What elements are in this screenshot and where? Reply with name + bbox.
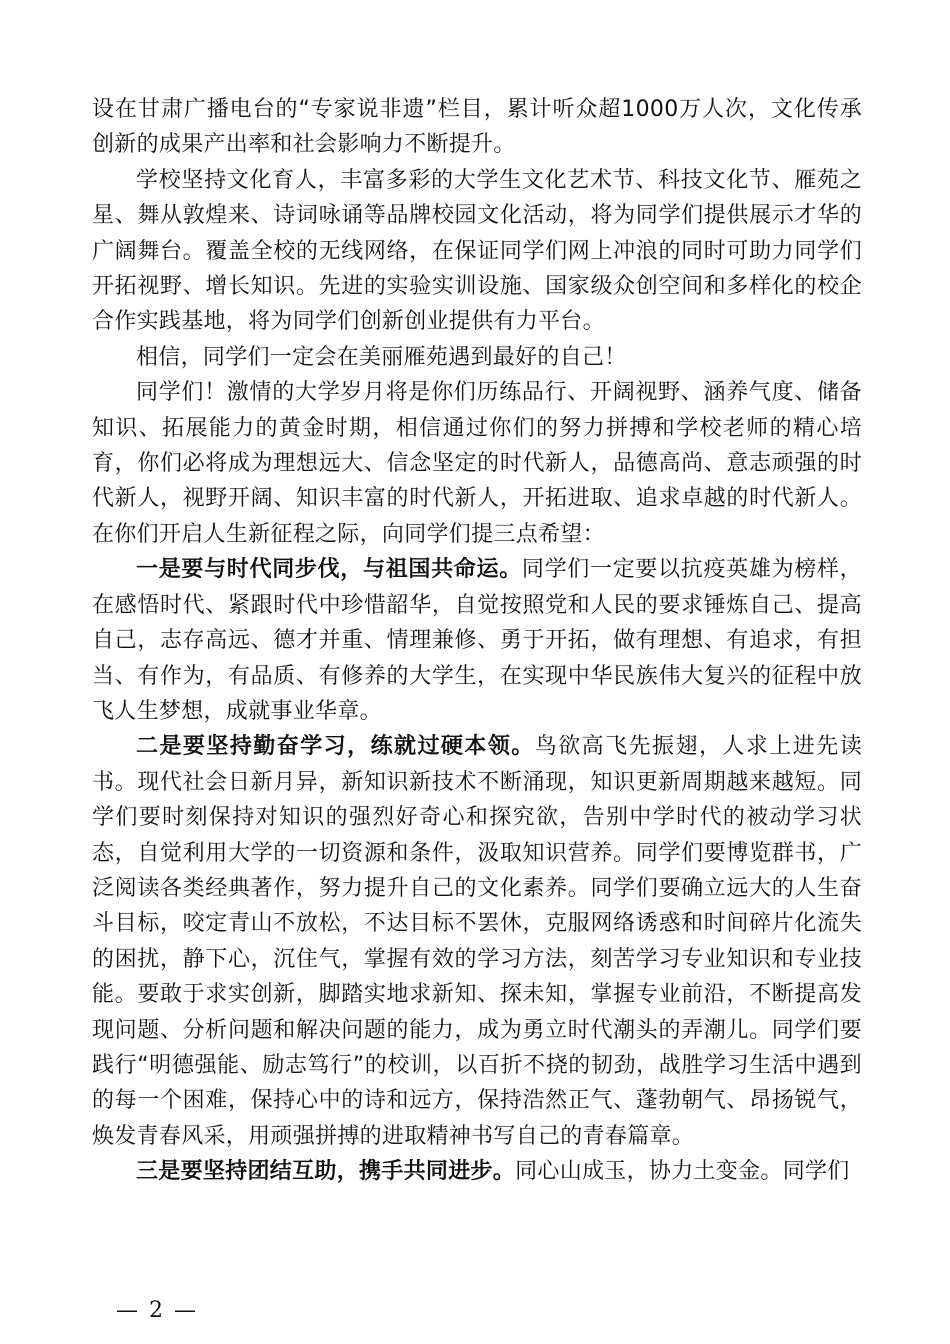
paragraph-text: 设在甘肃广播电台的“专家说非遗”栏目，累计听众超1000万人次，文化传承创新的成果产出率和社会影响力不断提升。: [92, 97, 862, 158]
paragraph-text: 学校坚持文化育人，丰富多彩的大学生文化艺术节、科技文化节、雁苑之星、舞从敦煌来、诗词咏诵等品牌校园文化活动，将为同学们提供展示才华的广阔舞台。覆盖全校的无线网络，在保证同学们网上冲浪的同时可助力同学们开拓视野、增长知识。先进的实验实训设施、国家级众创空间和多样化的校企合作实践基地，将为同学们创新创业提供有力平台。: [92, 167, 862, 335]
paragraph-text: 同心山成玉，协力土变金。同学们: [515, 1159, 850, 1185]
paragraph-text: 相信，同学们一定会在美丽雁苑遇到最好的自己！: [136, 344, 627, 370]
paragraph: [92, 552, 862, 729]
paragraph: [92, 340, 862, 375]
paragraph-lead: 二是要坚持勤奋学习，练就过硬本领。: [136, 734, 535, 760]
document-body: [92, 92, 862, 1190]
paragraph-text: 鸟欲高飞先振翅，人求上进先读书。现代社会日新月异，新知识新技术不断涌现，知识更新周期越来越短。同学们要时刻保持对知识的强烈好奇心和探究欲，告别中学时代的被动学习状态，自觉利用大学的一切资源和条件，汲取知识营养。同学们要博览群书，广泛阅读各类经典著作，努力提升自己的文化素养。同学们要确立远大的人生奋斗目标，咬定青山不放松，不达目标不罢休，克服网络诱惑和时间碎片化流失的困扰，静下心，沉住气，掌握有效的学习方法，刻苦学习专业知识和专业技能。要敢于求实创新，脚踏实地求新知、探未知，掌握专业前沿，不断提高发现问题、分析问题和解决问题的能力，成为勇立时代潮头的弄潮儿。同学们要践行“明德强能、励志笃行”的校训，以百折不挠的韧劲，战胜学习生活中遇到的每一个困难，保持心中的诗和远方，保持浩然正气、蓬勃朝气、昂扬锐气，焕发青春风采，用顽强拼搏的进取精神书写自己的青春篇章。: [92, 734, 862, 1149]
paragraph-text: 同学们一定要以抗疫英雄为榜样，在感悟时代、紧跟时代中珍惜韶华，自觉按照党和人民的要求锤炼自己、提高自己，志存高远、德才并重、情理兼修、勇于开拓，做有理想、有追求，有担当、有作为，有品质、有修养的大学生，在实现中华民族伟大复兴的征程中放飞人生梦想，成就事业华章。: [92, 557, 862, 724]
paragraph: [92, 729, 862, 1154]
paragraph-lead: 三是要坚持团结互助，携手共同进步。: [136, 1159, 516, 1185]
paragraph-lead: 一是要与时代同步伐，与祖国共命运。: [136, 557, 522, 583]
paragraph: [92, 375, 862, 552]
page-number: — 2 —: [116, 1298, 198, 1323]
paragraph: [92, 92, 862, 163]
paragraph: [92, 163, 862, 340]
paragraph-text: 同学们！激情的大学岁月将是你们历练品行、开阔视野、涵养气度、储备知识、拓展能力的黄金时期，相信通过你们的努力拼搏和学校老师的精心培育，你们必将成为理想远大、信念坚定的时代新人，品德高尚、意志顽强的时代新人，视野开阔、知识丰富的时代新人，开拓进取、追求卓越的时代新人。在你们开启人生新征程之际，向同学们提三点希望：: [92, 380, 862, 547]
paragraph: [92, 1154, 862, 1189]
